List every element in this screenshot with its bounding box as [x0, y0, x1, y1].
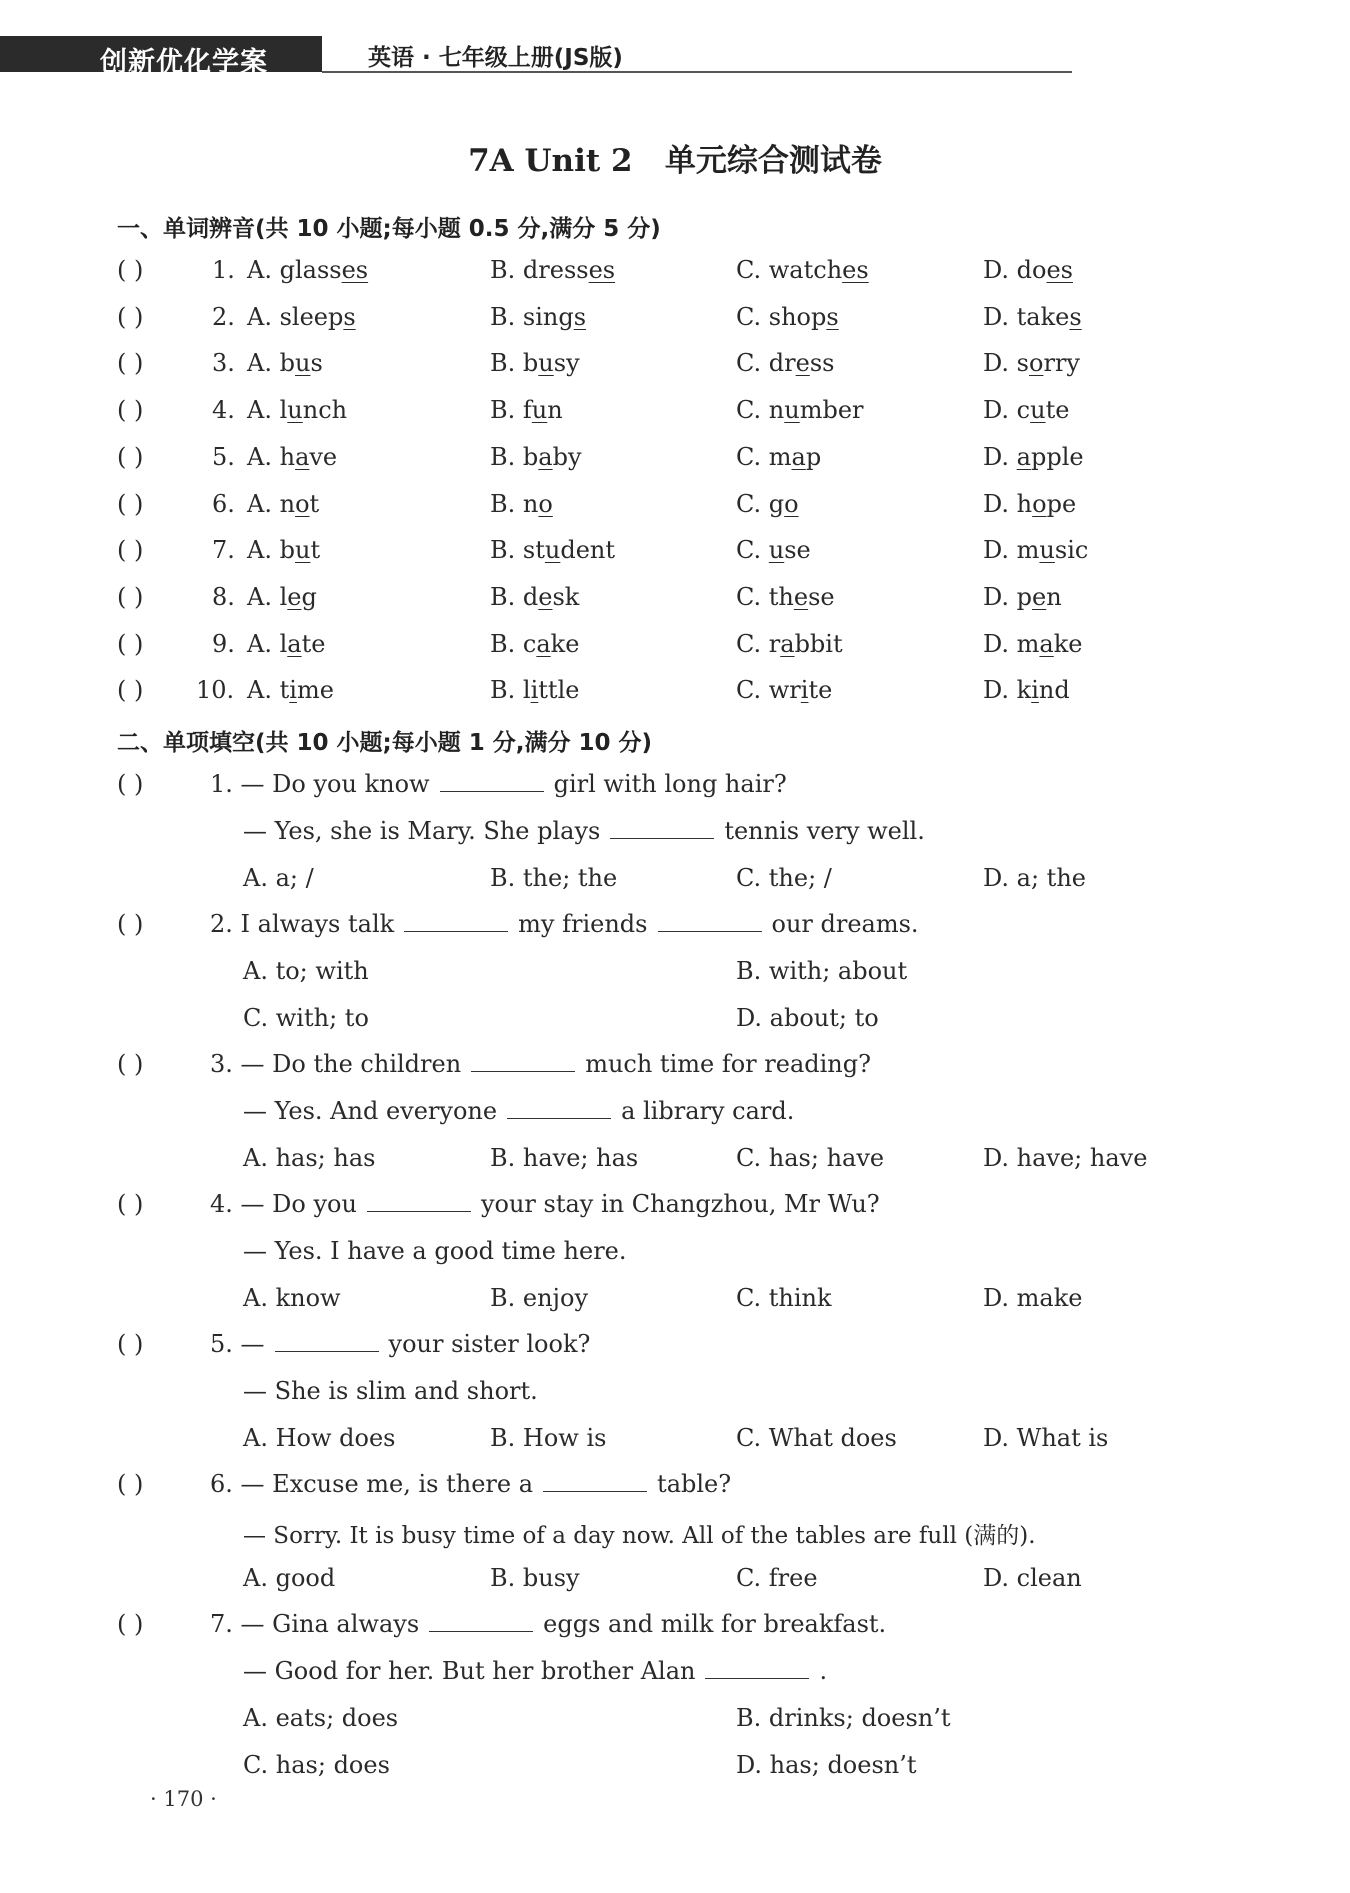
option-a[interactable]: A. How does	[243, 1424, 396, 1452]
option-c[interactable]	[736, 490, 799, 518]
option-b[interactable]	[490, 583, 579, 611]
option-a[interactable]	[247, 490, 319, 518]
word-part: l	[279, 396, 288, 425]
question-text: — Good for her. But her brother Alan	[243, 1657, 696, 1685]
option-a[interactable]	[247, 349, 323, 377]
header-subject: 英语 · 七年级上册(JS版)	[368, 45, 623, 71]
word-part: b	[279, 536, 295, 565]
word-part: c	[1016, 396, 1031, 425]
option-letter: A.	[247, 582, 280, 611]
question-number: 6.	[212, 489, 235, 518]
word-part: h	[1016, 489, 1033, 518]
word-part: dent	[560, 536, 616, 565]
question-text: my friends	[518, 910, 648, 938]
question-text: —	[240, 1330, 265, 1358]
option-a[interactable]	[247, 536, 320, 564]
underlined-letters: a	[536, 629, 551, 658]
word-part: do	[1016, 256, 1047, 284]
answer-paren: ( )	[117, 1610, 144, 1638]
option-letter: B.	[490, 302, 523, 331]
word-part: sleep	[279, 302, 344, 331]
option-letter: C.	[736, 536, 769, 565]
word-part: se	[784, 536, 811, 565]
option-letter: B.	[490, 536, 523, 565]
word-part: dress	[522, 256, 589, 284]
word-part: ke	[1053, 629, 1083, 658]
word-part: l	[279, 629, 288, 658]
option-letter: C.	[736, 302, 769, 331]
option-d[interactable]	[983, 536, 1088, 564]
answer-paren[interactable]: ( )	[117, 302, 144, 331]
option-b[interactable]	[490, 396, 563, 424]
word-part: pe	[1046, 489, 1077, 518]
option-letter: D.	[983, 396, 1017, 425]
underlined-letters: u	[1039, 536, 1055, 565]
option-d[interactable]	[983, 303, 1082, 331]
word-part: ke	[550, 629, 580, 658]
option-b[interactable]: B. busy	[490, 1564, 580, 1592]
word-part: t	[309, 489, 320, 518]
question-text: .	[819, 1657, 828, 1685]
option-c[interactable]: C. What does	[736, 1424, 897, 1452]
option-letter: D.	[983, 442, 1017, 471]
answer-blank[interactable]	[507, 1098, 611, 1119]
option-letter: B.	[490, 629, 523, 658]
underlined-letters: a	[1039, 629, 1054, 658]
option-letter: C.	[736, 629, 769, 658]
question-text: your sister look?	[388, 1330, 591, 1358]
question-text: — Do the children	[240, 1050, 462, 1078]
option-a[interactable]	[247, 396, 347, 424]
option-c[interactable]	[736, 443, 821, 471]
word-part: sing	[522, 302, 574, 331]
word-part: n	[768, 396, 785, 425]
question-text: — Yes, she is Mary. She plays	[243, 817, 601, 845]
option-letter: D.	[983, 489, 1017, 518]
option-d[interactable]: D. clean	[983, 1564, 1082, 1592]
word-part: sk	[552, 582, 580, 611]
option-d[interactable]: D. a; the	[983, 864, 1086, 892]
word-part: sy	[553, 349, 580, 378]
option-b[interactable]	[490, 256, 615, 284]
word-part: d	[522, 582, 539, 611]
answer-paren[interactable]: ( )	[117, 582, 144, 611]
underlined-letters: e	[793, 582, 809, 611]
answer-paren: ( )	[117, 770, 144, 798]
word-part: me	[296, 676, 334, 705]
word-part: rry	[1043, 349, 1080, 378]
option-b[interactable]	[490, 490, 553, 518]
answer-paren[interactable]: ( )	[117, 256, 144, 284]
underlined-letters: i	[289, 676, 297, 705]
option-c[interactable]	[736, 349, 834, 377]
underlined-letters: u	[784, 396, 800, 425]
word-part: g	[768, 489, 785, 518]
option-a[interactable]: A. know	[243, 1284, 341, 1312]
question-number: 1.	[212, 256, 235, 284]
answer-blank[interactable]	[440, 771, 544, 792]
answer-paren[interactable]: ( )	[117, 442, 144, 471]
question-number: 7.	[210, 1610, 233, 1638]
question-number: 2.	[212, 302, 235, 331]
question-number: 5.	[212, 442, 235, 471]
word-part: s	[310, 349, 323, 378]
option-d[interactable]	[983, 490, 1076, 518]
answer-paren: ( )	[117, 1330, 144, 1358]
option-letter: C.	[736, 349, 769, 378]
question-text: girl with long hair?	[553, 770, 787, 798]
option-letter: B.	[490, 582, 523, 611]
option-letter: C.	[736, 256, 769, 284]
question-number: 9.	[212, 629, 235, 658]
option-letter: A.	[247, 349, 280, 378]
underlined-letters: s	[573, 302, 587, 331]
question-number: 1.	[210, 770, 233, 798]
underlined-letters: es	[341, 256, 369, 284]
word-part: t	[310, 536, 321, 565]
word-part: mber	[799, 396, 864, 425]
question-text: eggs and milk for breakfast.	[543, 1610, 887, 1638]
option-letter: D.	[983, 676, 1017, 705]
word-part: p	[805, 442, 822, 471]
option-letter: C.	[736, 396, 769, 425]
option-letter: B.	[490, 676, 523, 705]
option-a[interactable]: A. to; with	[243, 957, 369, 985]
word-part: b	[522, 442, 539, 471]
option-c[interactable]: C. has; does	[243, 1751, 390, 1779]
word-part: k	[1016, 676, 1032, 705]
option-c[interactable]	[736, 676, 832, 704]
question-number: 5.	[210, 1330, 233, 1358]
option-b[interactable]	[490, 536, 615, 564]
question-text: — Do you know	[240, 770, 430, 798]
underlined-letters: es	[588, 256, 616, 284]
question-1-line-2	[243, 817, 925, 845]
answer-blank[interactable]	[275, 1331, 379, 1352]
word-part: glass	[279, 256, 342, 284]
option-d[interactable]	[983, 630, 1082, 658]
question-text: — Excuse me, is there a	[240, 1470, 534, 1498]
underlined-letters: a	[780, 629, 795, 658]
answer-blank[interactable]	[471, 1051, 575, 1072]
option-letter: B.	[490, 396, 523, 425]
option-letter: B.	[490, 442, 523, 471]
option-d[interactable]	[983, 396, 1069, 424]
underlined-letters: u	[531, 396, 548, 425]
underlined-letters: o	[295, 489, 310, 518]
underlined-letters: a	[295, 442, 310, 471]
answer-paren[interactable]: ( )	[117, 536, 144, 565]
underlined-letters: o	[1032, 489, 1047, 518]
word-part: take	[1016, 302, 1070, 331]
option-a[interactable]	[247, 303, 356, 331]
word-part: f	[522, 396, 532, 425]
option-b[interactable]: B. the; the	[490, 864, 618, 892]
option-b[interactable]: B. have; has	[490, 1144, 639, 1172]
word-part: st	[522, 536, 545, 565]
question-number: 4.	[212, 396, 235, 425]
question-text: tennis very well.	[724, 817, 925, 845]
underlined-letters: s	[343, 302, 356, 331]
option-c[interactable]: C. think	[736, 1284, 832, 1312]
option-letter: A.	[247, 256, 280, 284]
option-a[interactable]: A. good	[243, 1564, 336, 1592]
word-part: nch	[302, 396, 348, 425]
option-a[interactable]: A. has; has	[243, 1144, 376, 1172]
option-d[interactable]	[983, 583, 1062, 611]
word-part: n	[547, 396, 563, 425]
option-c[interactable]	[736, 256, 869, 284]
word-part: c	[522, 629, 537, 658]
option-a[interactable]: A. eats; does	[243, 1704, 399, 1732]
word-part: th	[768, 582, 794, 611]
word-part: shop	[768, 302, 827, 331]
underlined-letters: o	[784, 489, 799, 518]
option-a[interactable]	[247, 583, 317, 611]
word-part: g	[301, 582, 317, 611]
option-d[interactable]	[983, 676, 1070, 704]
question-6-line-2: — Sorry. It is busy time of a day now. All of the tables are full (满的).	[243, 1523, 1036, 1549]
underlined-letters: i	[800, 676, 809, 705]
header-rule	[322, 71, 1072, 73]
word-part: b	[522, 349, 539, 378]
underlined-letters: u	[768, 536, 785, 565]
underlined-letters: e	[538, 582, 553, 611]
option-a[interactable]: A. a; /	[243, 864, 314, 892]
word-part: m	[768, 442, 792, 471]
question-7-line-2	[243, 1657, 827, 1685]
option-letter: C.	[736, 676, 769, 705]
option-letter: A.	[247, 442, 280, 471]
answer-paren: ( )	[117, 1190, 144, 1218]
word-part: watch	[768, 256, 843, 284]
underlined-letters: a	[538, 442, 553, 471]
option-d[interactable]: D. have; have	[983, 1144, 1148, 1172]
answer-paren[interactable]: ( )	[117, 396, 144, 425]
word-part: sic	[1054, 536, 1089, 565]
option-c[interactable]	[736, 396, 864, 424]
option-letter: D.	[983, 629, 1017, 658]
option-a[interactable]	[247, 256, 368, 284]
word-part: wr	[768, 676, 801, 705]
option-b[interactable]	[490, 349, 580, 377]
question-text: much time for reading?	[585, 1050, 871, 1078]
option-d[interactable]: D. about; to	[736, 1004, 879, 1032]
option-letter: B.	[490, 349, 523, 378]
underlined-letters: s	[826, 302, 839, 331]
word-part: n	[279, 489, 296, 518]
option-c[interactable]	[736, 536, 811, 564]
underlined-letters: a	[791, 442, 806, 471]
underlined-letters: a	[287, 629, 302, 658]
option-a[interactable]	[247, 630, 325, 658]
header-brand: 创新优化学案	[100, 47, 268, 78]
question-number: 10.	[196, 676, 235, 705]
question-text: I always talk	[240, 910, 395, 938]
word-part: s	[1016, 349, 1029, 378]
question-number: 7.	[212, 536, 235, 565]
option-letter: D.	[983, 302, 1017, 331]
option-letter: A.	[247, 629, 280, 658]
question-text: a library card.	[621, 1097, 795, 1125]
underlined-letters: o	[1028, 349, 1044, 378]
page-header	[0, 36, 1350, 76]
word-part: t	[279, 676, 290, 705]
option-d[interactable]: D. has; doesn’t	[736, 1751, 917, 1779]
question-number: 4.	[210, 1190, 233, 1218]
option-c[interactable]: C. free	[736, 1564, 818, 1592]
word-part: b	[279, 349, 295, 378]
answer-paren[interactable]: ( )	[117, 349, 144, 378]
question-number: 8.	[212, 582, 235, 611]
word-part: ve	[309, 442, 338, 471]
option-letter: C.	[736, 442, 769, 471]
page-number: · 170 ·	[150, 1787, 217, 1811]
option-c[interactable]	[736, 583, 835, 611]
option-a[interactable]	[247, 443, 337, 471]
answer-paren: ( )	[117, 1050, 144, 1078]
option-b[interactable]: B. enjoy	[490, 1284, 589, 1312]
page-title: 7A Unit 2 单元综合测试卷	[468, 143, 882, 179]
underlined-letters: a	[1016, 442, 1031, 471]
option-d[interactable]	[983, 443, 1084, 471]
option-letter: C.	[736, 489, 769, 518]
answer-blank[interactable]	[705, 1658, 809, 1679]
question-number: 2.	[210, 910, 233, 938]
word-part: te	[808, 676, 833, 705]
question-number: 3.	[212, 349, 235, 378]
option-letter: D.	[983, 349, 1017, 378]
answer-blank[interactable]	[429, 1611, 533, 1632]
question-number: 3.	[210, 1050, 233, 1078]
option-d[interactable]	[983, 256, 1073, 284]
underlined-letters: s	[1069, 302, 1082, 331]
word-part: ttle	[538, 676, 580, 705]
word-part: m	[1016, 629, 1040, 658]
option-b[interactable]: B. drinks; doesn’t	[736, 1704, 951, 1732]
answer-blank[interactable]	[610, 818, 714, 839]
underlined-letters: es	[1046, 256, 1073, 284]
option-b[interactable]	[490, 630, 579, 658]
underlined-letters: es	[842, 256, 869, 284]
option-b[interactable]	[490, 443, 582, 471]
option-letter: D.	[983, 582, 1017, 611]
option-letter: B.	[490, 489, 523, 518]
option-letter: D.	[983, 536, 1017, 565]
answer-blank[interactable]	[658, 911, 762, 932]
word-part: by	[552, 442, 582, 471]
question-text: our dreams.	[771, 910, 919, 938]
answer-paren[interactable]: ( )	[117, 489, 144, 518]
underlined-letters: i	[1031, 676, 1039, 705]
answer-paren: ( )	[117, 910, 144, 938]
option-c[interactable]: C. has; have	[736, 1144, 885, 1172]
option-letter: D.	[983, 256, 1017, 284]
option-letter: A.	[247, 302, 280, 331]
underlined-letters: u	[294, 349, 311, 378]
option-b[interactable]	[490, 676, 579, 704]
question-text: — Do you	[240, 1190, 357, 1218]
word-part: n	[522, 489, 539, 518]
underlined-letters: u	[544, 536, 561, 565]
word-part: te	[1045, 396, 1070, 425]
answer-blank[interactable]	[404, 911, 508, 932]
option-d[interactable]: D. make	[983, 1284, 1083, 1312]
underlined-letters: e	[795, 349, 810, 378]
answer-paren[interactable]: ( )	[117, 676, 144, 705]
option-letter: B.	[490, 256, 523, 284]
option-d[interactable]: D. What is	[983, 1424, 1109, 1452]
underlined-letters: u	[294, 536, 311, 565]
word-part: l	[522, 676, 531, 705]
option-b[interactable]	[490, 303, 586, 331]
underlined-letters: o	[538, 489, 553, 518]
option-letter: A.	[247, 536, 280, 565]
word-part: se	[808, 582, 835, 611]
option-letter: A.	[247, 396, 280, 425]
option-d[interactable]	[983, 349, 1080, 377]
answer-blank[interactable]	[367, 1191, 471, 1212]
option-c[interactable]: C. the; /	[736, 864, 832, 892]
underlined-letters: u	[287, 396, 303, 425]
option-b[interactable]: B. with; about	[736, 957, 908, 985]
option-letter: A.	[247, 676, 280, 705]
section-2-heading: 二、单项填空(共 10 小题;每小题 1 分,满分 10 分)	[117, 730, 653, 756]
question-4-line-2: — Yes. I have a good time here.	[243, 1237, 627, 1265]
underlined-letters: u	[1030, 396, 1046, 425]
underlined-letters: i	[530, 676, 539, 705]
word-part: p	[1016, 582, 1033, 611]
word-part: n	[1046, 582, 1062, 611]
word-part: bbit	[794, 629, 843, 658]
option-b[interactable]: B. How is	[490, 1424, 607, 1452]
word-part: m	[1016, 536, 1040, 565]
word-part: te	[301, 629, 326, 658]
answer-blank[interactable]	[543, 1471, 647, 1492]
underlined-letters: e	[1032, 582, 1047, 611]
word-part: l	[279, 582, 288, 611]
question-number: 6.	[210, 1470, 233, 1498]
question-text: — Yes. And everyone	[243, 1097, 498, 1125]
word-part: dr	[768, 349, 796, 378]
word-part: ss	[809, 349, 835, 378]
word-part: pple	[1030, 442, 1084, 471]
answer-paren: ( )	[117, 1470, 144, 1498]
underlined-letters: e	[287, 582, 302, 611]
question-text: table?	[657, 1470, 732, 1498]
answer-paren[interactable]: ( )	[117, 629, 144, 658]
question-3-line-2	[243, 1097, 794, 1125]
option-a[interactable]	[247, 676, 334, 704]
question-5-line-2: — She is slim and short.	[243, 1377, 538, 1405]
option-c[interactable]	[736, 630, 843, 658]
word-part: h	[279, 442, 296, 471]
option-c[interactable]: C. with; to	[243, 1004, 369, 1032]
word-part: nd	[1038, 676, 1070, 705]
option-c[interactable]	[736, 303, 839, 331]
word-part: r	[768, 629, 781, 658]
underlined-letters: u	[538, 349, 554, 378]
question-text: your stay in Changzhou, Mr Wu?	[480, 1190, 880, 1218]
section-1-heading: 一、单词辨音(共 10 小题;每小题 0.5 分,满分 5 分)	[117, 216, 661, 242]
option-letter: A.	[247, 489, 280, 518]
option-letter: C.	[736, 582, 769, 611]
question-text: — Gina always	[240, 1610, 420, 1638]
